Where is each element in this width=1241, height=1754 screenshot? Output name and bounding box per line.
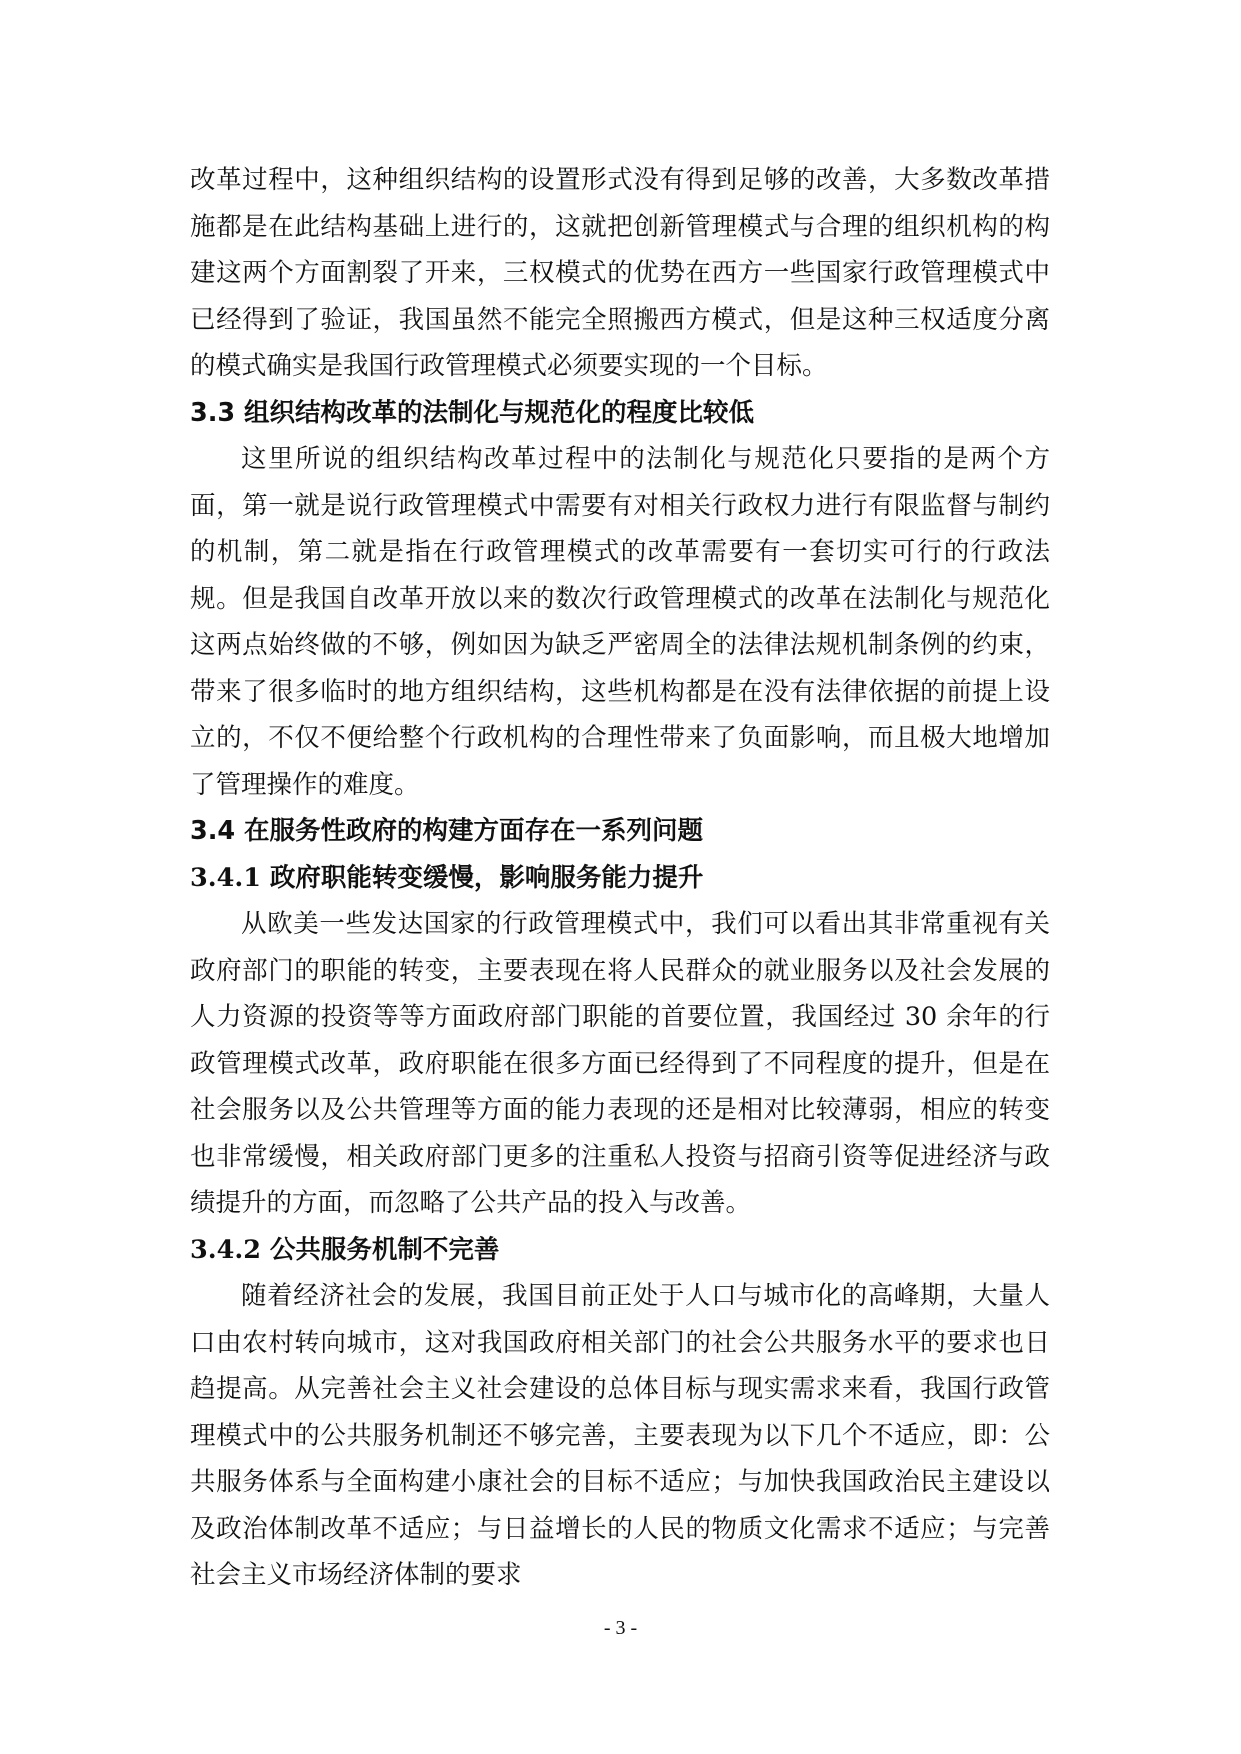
paragraph-continued: 改革过程中，这种组织结构的设置形式没有得到足够的改善，大多数改革措施都是在此结构基础上进行的，这就把创新管理模式与合理的组织机构的构建这两个方面割裂了开来，三权模式的优势在西方一些国家行政管理模式中已经得到了验证，我国虽然不能完全照搬西方模式，但是这种三权适度分离的模式确实是我国行政管理模式必须要实现的一个目标。 (190, 165, 1050, 381)
section-heading-3-3: 3.3 组织结构改革的法制化与规范化的程度比较低 (190, 397, 755, 428)
document-body (190, 157, 1050, 1599)
paragraph-3-4-2: 随着经济社会的发展，我国目前正处于人口与城市化的高峰期，大量人口由农村转向城市，这对我国政府相关部门的社会公共服务水平的要求也日趋提高。从完善社会主义社会建设的总体目标与现实需求来看，我国行政管理模式中的公共服务机制还不够完善，主要表现为以下几个不适应，即：公共服务体系与全面构建小康社会的目标不适应；与加快我国政治民主建设以及政治体制改革不适应；与日益增长的人民的物质文化需求不适应；与完善社会主义市场经济体制的要求 (190, 1281, 1050, 1590)
page-number: - 3 - (603, 1617, 638, 1639)
paragraph-3-4-1: 从欧美一些发达国家的行政管理模式中，我们可以看出其非常重视有关政府部门的职能的转变，主要表现在将人民群众的就业服务以及社会发展的人力资源的投资等等方面政府部门职能的首要位置，我国经过 30 余年的行政管理模式改革，政府职能在很多方面已经得到了不同程度的提升，但是在社会服务以及公共管理等方面的能力表现的还是相对比较薄弱，相应的转变也非常缓慢，相关政府部门更多的注重私人投资与招商引资等促进经济与政绩提升的方面，而忽略了公共产品的投入与改善。 (190, 909, 1050, 1218)
subsection-heading-3-4-1: 3.4.1 政府职能转变缓慢，影响服务能力提升 (190, 862, 704, 893)
paragraph-3-3: 这里所说的组织结构改革过程中的法制化与规范化只要指的是两个方面，第一就是说行政管理模式中需要有对相关行政权力进行有限监督与制约的机制，第二就是指在行政管理模式的改革需要有一套切实可行的行政法规。但是我国自改革开放以来的数次行政管理模式的改革在法制化与规范化这两点始终做的不够，例如因为缺乏严密周全的法律法规机制条例的约束，带来了很多临时的地方组织结构，这些机构都是在没有法律依据的前提上设立的，不仅不便给整个行政机构的合理性带来了负面影响，而且极大地增加了管理操作的难度。 (190, 444, 1050, 800)
section-heading-3-4: 3.4 在服务性政府的构建方面存在一系列问题 (190, 816, 704, 846)
subsection-heading-3-4-2: 3.4.2 公共服务机制不完善 (190, 1234, 500, 1265)
